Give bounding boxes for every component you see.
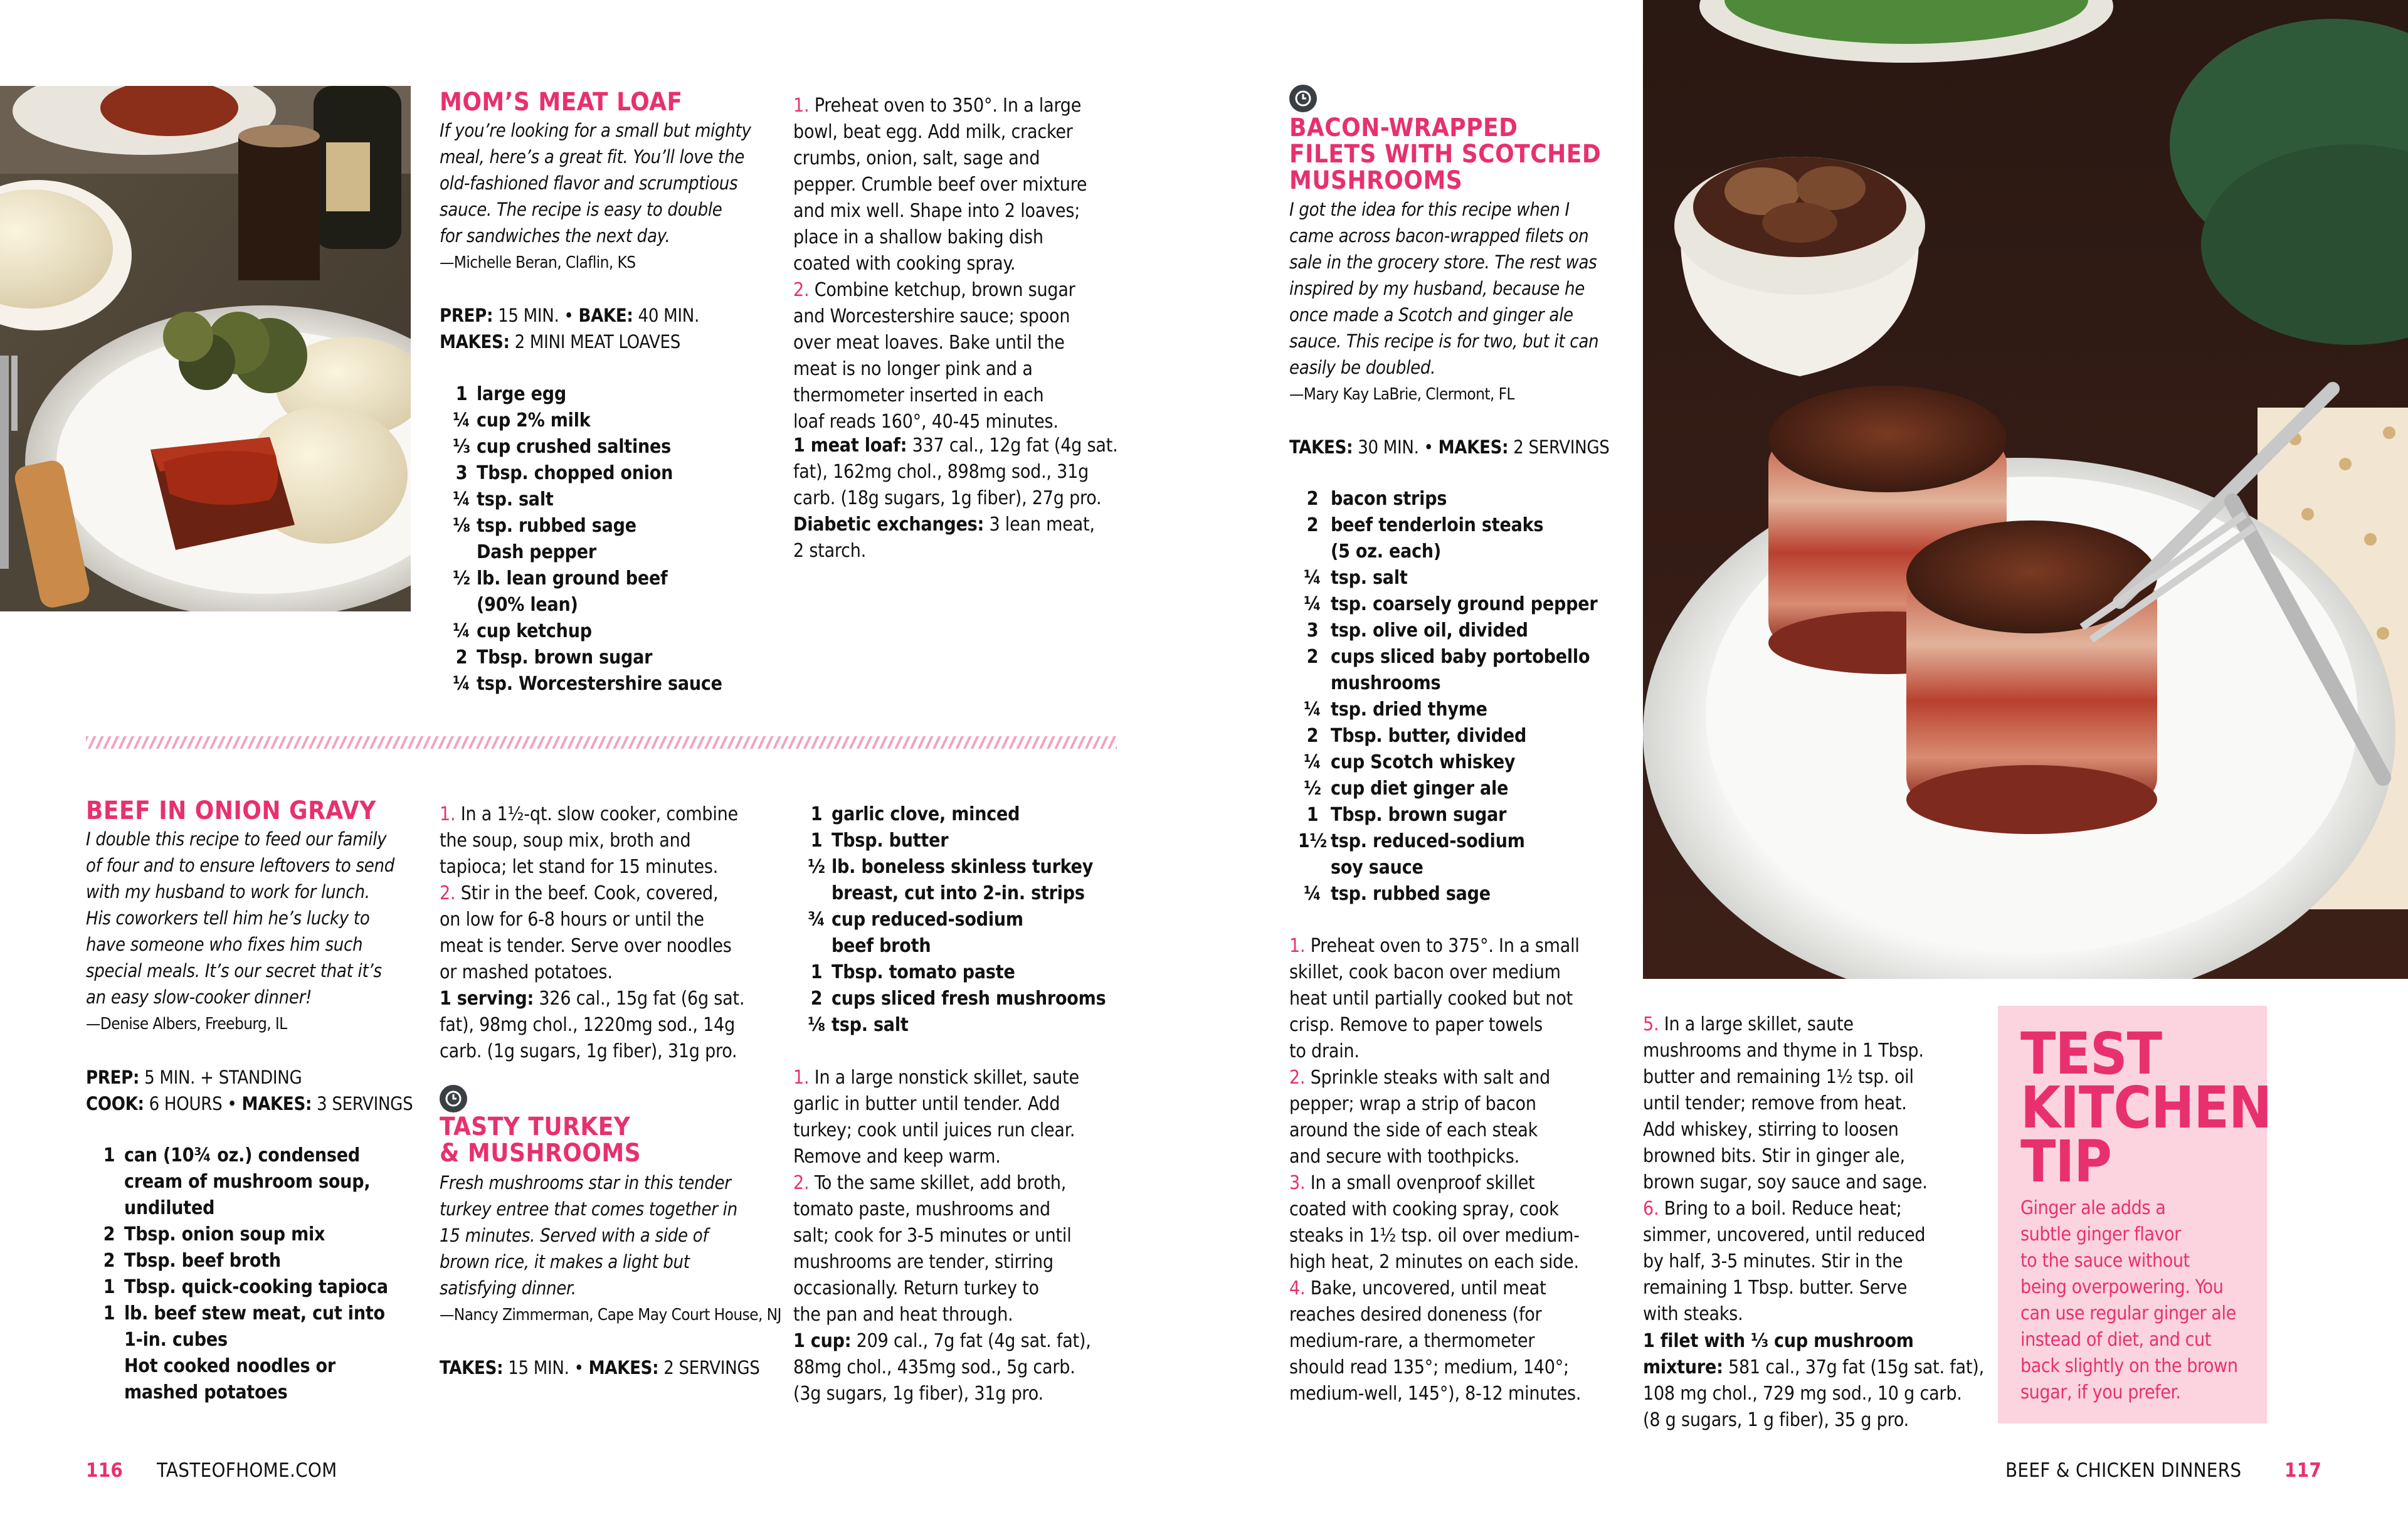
step-line: Add whiskey, stirring to loosen xyxy=(1643,1119,1899,1141)
ingredient-qty: 1 xyxy=(103,1302,115,1324)
ingredient-row xyxy=(801,828,1127,854)
ingredient-text: cup crushed saltines xyxy=(477,436,672,458)
ingredient-text: beef tenderloin steaks xyxy=(1331,514,1544,536)
step-number: 2. xyxy=(1289,1067,1306,1089)
ingredient-row xyxy=(446,381,773,408)
ingredient-row xyxy=(801,1012,1127,1038)
filets-byline: —Mary Kay LaBrie, Clermont, FL xyxy=(1289,385,1514,404)
ingredient-qty: 1 xyxy=(103,1144,115,1166)
step-line: the soup, soup mix, broth and xyxy=(440,830,691,852)
section-divider xyxy=(86,736,1117,749)
step-line: 5. In a large skillet, saute xyxy=(1643,1013,1854,1035)
ingredient-text: Hot cooked noodles or xyxy=(124,1355,335,1377)
left-page-number: 116 xyxy=(86,1459,124,1482)
turkey-intro: Fresh mushrooms star in this tender turkey entree that comes together in 15 minutes. Served with a side of brown rice, it makes a light but satisfying dinner. xyxy=(440,1172,737,1299)
ingredient-qty: 1 xyxy=(103,1276,115,1298)
step-line: around the side of each steak xyxy=(1289,1119,1538,1141)
ingredient-text: Dash pepper xyxy=(477,541,596,563)
turkey-takes-makes: TAKES: 15 MIN. • MAKES: 2 SERVINGS xyxy=(440,1357,760,1378)
ingredient-text: Tbsp. butter xyxy=(832,830,949,852)
step-number: 4. xyxy=(1289,1277,1306,1299)
step-number: 2. xyxy=(440,882,456,904)
ingredient-text: undiluted xyxy=(124,1197,215,1219)
ingredient-row xyxy=(1294,881,1620,907)
ingredient-text: cup Scotch whiskey xyxy=(1331,751,1516,773)
ingredient-row xyxy=(94,1248,420,1274)
ingredient-text: Tbsp. brown sugar xyxy=(477,647,653,668)
meatloaf-byline: —Michelle Beran, Claflin, KS xyxy=(440,253,636,272)
step-line: garlic in butter until tender. Add xyxy=(793,1093,1060,1115)
ingredient-row xyxy=(1294,723,1620,749)
ingredient-qty: ¼ xyxy=(1304,883,1321,905)
ingredient-qty xyxy=(94,1327,124,1353)
step-line: over meat loaves. Bake until the xyxy=(793,332,1065,354)
ingredient-text: Tbsp. quick-cooking tapioca xyxy=(124,1276,388,1298)
ingredient-row xyxy=(801,959,1127,986)
ingredient-row xyxy=(1294,512,1620,539)
step-line: brown sugar, soy sauce and sage. xyxy=(1643,1171,1928,1193)
test-kitchen-tip-box xyxy=(1998,1006,2272,1423)
step-line: crisp. Remove to paper towels xyxy=(1289,1014,1543,1036)
ingredient-text: (5 oz. each) xyxy=(1331,541,1442,563)
ingredient-row xyxy=(94,1353,420,1380)
onion-byline: —Denise Albers, Freeburg, IL xyxy=(86,1015,287,1033)
ingredient-qty xyxy=(801,933,832,959)
step-line: bowl, beat egg. Add milk, cracker xyxy=(793,121,1073,143)
ingredient-text: tsp. Worcestershire sauce xyxy=(477,673,722,695)
step-line: steaks in 1½ tsp. oil over medium- xyxy=(1289,1225,1580,1247)
turkey-byline: —Nancy Zimmerman, Cape May Court House, NJ xyxy=(440,1306,781,1324)
step-line: butter and remaining 1½ tsp. oil xyxy=(1643,1066,1914,1088)
ingredient-row xyxy=(1294,618,1620,644)
step-line: place in a shallow baking dish xyxy=(793,226,1043,248)
ingredient-text: tsp. reduced-sodium xyxy=(1331,830,1525,852)
turkey-directions xyxy=(793,1065,1126,1328)
step-line: Remove and keep warm. xyxy=(793,1146,1001,1168)
ingredient-row xyxy=(1294,776,1620,802)
ingredient-row xyxy=(1294,591,1620,618)
meatloaf-nutrition: 1 meat loaf: 337 cal., 12g fat (4g sat. fat), 162mg chol., 898mg sod., 31g carb. (18g sugars, 1g fiber), 27g pro. Diabetic exchanges: 3 lean meat, 2 starch. xyxy=(793,435,1118,562)
ingredient-row xyxy=(94,1222,420,1248)
filets-takes-makes: TAKES: 30 MIN. • MAKES: 2 SERVINGS xyxy=(1289,436,1610,458)
ingredient-qty: 2 xyxy=(810,988,823,1010)
turkey-ingredients xyxy=(801,801,1127,1038)
onion-cook-makes: COOK: 6 HOURS • MAKES: 3 SERVINGS xyxy=(86,1093,413,1114)
step-line: to drain. xyxy=(1289,1040,1360,1062)
filets-ingredients xyxy=(1294,486,1620,907)
ingredient-text: beef broth xyxy=(832,935,931,957)
step-line: mushrooms and thyme in 1 Tbsp. xyxy=(1643,1040,1924,1062)
ingredient-text: tsp. salt xyxy=(1331,567,1408,589)
step-line: pepper. Crumble beef over mixture xyxy=(793,174,1087,196)
ingredient-qty xyxy=(94,1353,124,1380)
ingredient-text: Tbsp. brown sugar xyxy=(1331,804,1507,826)
ingredient-text: tsp. rubbed sage xyxy=(1331,883,1491,905)
ingredient-qty: 3 xyxy=(455,462,468,484)
ingredient-qty: 1 xyxy=(810,803,823,825)
ingredient-row xyxy=(801,986,1127,1012)
onion-prep: PREP: 5 MIN. + STANDING xyxy=(86,1067,302,1088)
step-number: 2. xyxy=(793,279,810,301)
step-line: should read 135°; medium, 140°; xyxy=(1289,1356,1569,1378)
ingredient-qty: 3 xyxy=(1306,620,1319,642)
ingredient-row xyxy=(1294,855,1620,881)
ingredient-qty: ¼ xyxy=(453,489,470,510)
step-line: by half, 3-5 minutes. Stir in the xyxy=(1643,1250,1903,1272)
ingredient-qty: ¼ xyxy=(1304,567,1321,589)
ingredient-text: cup diet ginger ale xyxy=(1331,778,1509,800)
step-line: meat is no longer pink and a xyxy=(793,358,1033,380)
ingredient-qty xyxy=(446,592,477,618)
ingredient-row xyxy=(446,592,773,618)
onion-ingredients xyxy=(94,1143,420,1406)
step-line: loaf reads 160°, 40-45 minutes. xyxy=(793,411,1059,433)
step-line: reaches desired doneness (for xyxy=(1289,1304,1542,1326)
step-number: 1. xyxy=(793,1067,810,1089)
step-line: tapioca; let stand for 15 minutes. xyxy=(440,856,719,878)
clock-icon xyxy=(440,1085,467,1112)
ingredient-row xyxy=(94,1274,420,1301)
onion-title: BEEF IN ONION GRAVY xyxy=(86,796,376,825)
step-number: 1. xyxy=(440,803,456,825)
ingredient-qty: 2 xyxy=(1306,646,1319,668)
tip-text: Ginger ale adds a subtle ginger flavor to the sauce without being overpowering. You can use regular ginger ale instead of diet, and cut back slightly on the brown sugar, if you prefer. xyxy=(2020,1197,2238,1403)
ingredient-qty: ¼ xyxy=(453,673,470,695)
ingredient-qty: 2 xyxy=(103,1223,115,1245)
ingredient-text: tsp. salt xyxy=(477,489,554,510)
step-line: high heat, 2 minutes on each side. xyxy=(1289,1251,1579,1273)
ingredient-text: (90% lean) xyxy=(477,594,578,616)
step-line: 2. Sprinkle steaks with salt and xyxy=(1289,1067,1551,1089)
ingredient-qty: 1 xyxy=(455,383,468,405)
ingredient-text: tsp. dried thyme xyxy=(1331,699,1487,721)
ingredient-qty: 2 xyxy=(1306,488,1319,510)
ingredient-qty xyxy=(1294,539,1331,565)
onion-intro: I double this recipe to feed our family of four and to ensure leftovers to send with my husband to work for lunch. His coworkers tell him he’s lucky to have someone who fixes him such special meals. It’s our secret that it’s an easy slow-cooker dinner! xyxy=(86,828,395,1008)
step-line: on low for 6-8 hours or until the xyxy=(440,909,704,931)
step-line: turkey; cook until juices run clear. xyxy=(793,1119,1075,1141)
step-line: simmer, uncovered, until reduced xyxy=(1643,1224,1926,1246)
ingredient-row xyxy=(1294,828,1620,855)
ingredient-row xyxy=(446,671,773,697)
ingredient-text: cup ketchup xyxy=(477,620,592,642)
ingredient-row xyxy=(1294,539,1620,565)
ingredient-text: can (10¾ oz.) condensed xyxy=(124,1144,360,1166)
ingredient-text: tsp. rubbed sage xyxy=(477,515,636,537)
ingredient-text: mushrooms xyxy=(1331,672,1441,694)
ingredient-qty xyxy=(801,880,832,907)
step-number: 1. xyxy=(793,95,810,117)
ingredient-qty xyxy=(94,1380,124,1406)
ingredient-text: cup reduced-sodium xyxy=(832,909,1023,931)
ingredient-row xyxy=(446,513,773,539)
ingredient-row xyxy=(801,880,1127,907)
step-line: 4. Bake, uncovered, until meat xyxy=(1289,1277,1546,1299)
step-line: pepper; wrap a strip of bacon xyxy=(1289,1093,1536,1115)
ingredient-qty: ¼ xyxy=(453,409,470,431)
step-line: or mashed potatoes. xyxy=(440,961,613,983)
filets-directions xyxy=(1289,933,1622,1407)
filets-directions-cont xyxy=(1643,1011,1994,1328)
ingredient-row xyxy=(801,801,1127,828)
meatloaf-photo xyxy=(0,86,411,611)
ingredient-text: tsp. coarsely ground pepper xyxy=(1331,593,1598,615)
meatloaf-directions xyxy=(793,93,1119,435)
meatloaf-makes: MAKES: 2 MINI MEAT LOAVES xyxy=(440,331,680,352)
step-line: medium-well, 145°), 8-12 minutes. xyxy=(1289,1383,1582,1405)
ingredient-qty xyxy=(446,539,477,566)
ingredient-qty: 1 xyxy=(810,961,823,983)
ingredient-text: garlic clove, minced xyxy=(832,803,1020,825)
ingredient-text: tsp. salt xyxy=(832,1014,909,1036)
ingredient-row xyxy=(446,566,773,592)
ingredient-row xyxy=(1294,670,1620,697)
turkey-title: TASTY TURKEY & MUSHROOMS xyxy=(440,1112,642,1168)
step-line: tomato paste, mushrooms and xyxy=(793,1198,1050,1220)
meatloaf-intro: If you’re looking for a small but mighty meal, here’s a great fit. You’ll love the old-fashioned flavor and scrumptious sauce. The recipe is easy to double for sandwiches the next day. xyxy=(440,120,751,246)
step-line: until tender; remove from heat. xyxy=(1643,1092,1907,1114)
ingredient-qty: 2 xyxy=(455,647,468,668)
ingredient-qty: ½ xyxy=(1304,778,1321,800)
filets-intro: I got the idea for this recipe when I came across bacon-wrapped filets on sale in the grocery store. The rest was inspired by my husband, because he once made a Scotch and ginger ale sauce. This recipe is for two, but it can easily be doubled. xyxy=(1289,199,1599,378)
ingredient-qty: 1½ xyxy=(1297,830,1328,852)
ingredient-qty: 2 xyxy=(103,1250,115,1272)
step-line: coated with cooking spray. xyxy=(793,253,1016,275)
ingredient-text: Tbsp. chopped onion xyxy=(477,462,673,484)
ingredient-row xyxy=(1294,802,1620,828)
step-line: 6. Bring to a boil. Reduce heat; xyxy=(1643,1198,1902,1220)
step-line: and mix well. Shape into 2 loaves; xyxy=(793,200,1080,222)
left-footer-site: TASTEOFHOME.COM xyxy=(157,1459,337,1482)
ingredient-text: Tbsp. beef broth xyxy=(124,1250,281,1272)
step-line: meat is tender. Serve over noodles xyxy=(440,935,732,957)
clock-icon xyxy=(1289,85,1317,112)
ingredient-text: cups sliced fresh mushrooms xyxy=(832,988,1106,1010)
ingredient-qty xyxy=(94,1195,124,1222)
right-footer-section: BEEF & CHICKEN DINNERS xyxy=(2005,1459,2242,1482)
ingredient-qty: ¼ xyxy=(453,620,470,642)
ingredient-text: cream of mushroom soup, xyxy=(124,1171,371,1193)
ingredient-row xyxy=(94,1380,420,1406)
ingredient-row xyxy=(446,645,773,671)
step-line: 2. To the same skillet, add broth, xyxy=(793,1172,1067,1194)
step-line: heat until partially cooked but not xyxy=(1289,988,1573,1010)
ingredient-qty xyxy=(1294,670,1331,697)
step-line: and secure with toothpicks. xyxy=(1289,1146,1520,1168)
step-line: the pan and heat through. xyxy=(793,1304,1013,1326)
ingredient-text: tsp. olive oil, divided xyxy=(1331,620,1528,642)
ingredient-text: lb. boneless skinless turkey xyxy=(832,856,1094,878)
step-line: skillet, cook bacon over medium xyxy=(1289,961,1561,983)
tip-title: TEST KITCHEN TIP xyxy=(2020,1020,2272,1195)
step-line: 1. Preheat oven to 350°. In a large xyxy=(793,95,1082,117)
ingredient-row xyxy=(801,933,1127,959)
ingredient-qty: ⅛ xyxy=(453,515,470,537)
step-line: thermometer inserted in each xyxy=(793,384,1044,406)
ingredient-text: large egg xyxy=(477,383,566,405)
ingredient-text: lb. lean ground beef xyxy=(477,568,668,589)
ingredient-row xyxy=(94,1195,420,1222)
filets-nutrition: 1 filet with ⅓ cup mushroom mixture: 581 cal., 37g fat (15g sat. fat), 108 mg chol., 729 mg sod., 10 g carb. (8 g sugars, 1 g fiber), 35 g pro. xyxy=(1643,1330,1984,1431)
ingredient-row xyxy=(1294,565,1620,591)
meatloaf-ingredients xyxy=(446,381,773,697)
ingredient-row xyxy=(1294,749,1620,776)
ingredient-qty: 2 xyxy=(1306,514,1319,536)
ingredient-text: breast, cut into 2-in. strips xyxy=(832,882,1085,904)
ingredient-qty: 1 xyxy=(810,830,823,852)
ingredient-row xyxy=(1294,644,1620,670)
ingredient-qty: 1 xyxy=(1306,804,1319,826)
step-number: 2. xyxy=(793,1172,810,1194)
step-line: coated with cooking spray, cook xyxy=(1289,1198,1559,1220)
ingredient-row xyxy=(446,434,773,460)
step-line: occasionally. Return turkey to xyxy=(793,1277,1039,1299)
step-line: crumbs, onion, salt, sage and xyxy=(793,147,1040,169)
ingredient-row xyxy=(446,618,773,645)
ingredient-qty: ½ xyxy=(453,568,470,589)
ingredient-row xyxy=(94,1169,420,1195)
ingredient-text: Tbsp. onion soup mix xyxy=(124,1223,325,1245)
ingredient-qty: ¼ xyxy=(1304,699,1321,721)
ingredient-text: Tbsp. tomato paste xyxy=(832,961,1015,983)
ingredient-text: bacon strips xyxy=(1331,488,1447,510)
ingredient-row xyxy=(1294,697,1620,723)
right-page-number: 117 xyxy=(2284,1459,2322,1482)
step-number: 3. xyxy=(1289,1172,1306,1194)
step-line: 2. Stir in the beef. Cook, covered, xyxy=(440,882,719,904)
step-line: 1. In a 1½-qt. slow cooker, combine xyxy=(440,803,738,825)
ingredient-text: 1-in. cubes xyxy=(124,1329,228,1351)
ingredient-row xyxy=(446,487,773,513)
ingredient-row xyxy=(94,1143,420,1169)
ingredient-text: soy sauce xyxy=(1331,857,1423,879)
step-line: browned bits. Stir in ginger ale, xyxy=(1643,1145,1905,1167)
ingredient-row xyxy=(446,539,773,566)
ingredient-text: mashed potatoes xyxy=(124,1381,288,1403)
meatloaf-prep-bake: PREP: 15 MIN. • BAKE: 40 MIN. xyxy=(440,305,699,326)
step-line: and Worcestershire sauce; spoon xyxy=(793,305,1070,327)
step-number: 5. xyxy=(1643,1013,1659,1035)
meatloaf-title: MOM’S MEAT LOAF xyxy=(440,88,683,117)
step-line: medium-rare, a thermometer xyxy=(1289,1330,1535,1352)
ingredient-row xyxy=(94,1327,420,1353)
step-number: 6. xyxy=(1643,1198,1659,1220)
ingredient-qty: 2 xyxy=(1306,725,1319,747)
ingredient-qty: ⅓ xyxy=(453,436,470,458)
ingredient-qty: ⅛ xyxy=(808,1014,825,1036)
ingredient-row xyxy=(446,408,773,434)
step-line: 3. In a small ovenproof skillet xyxy=(1289,1172,1535,1194)
ingredient-row xyxy=(801,907,1127,933)
step-number: 1. xyxy=(1289,935,1306,957)
step-line: remaining 1 Tbsp. butter. Serve xyxy=(1643,1277,1908,1299)
filets-title: BACON-WRAPPED FILETS WITH SCOTCHED MUSHROOMS xyxy=(1289,114,1602,195)
turkey-nutrition: 1 cup: 209 cal., 7g fat (4g sat. fat), 88mg chol., 435mg sod., 5g carb. (3g sugars, 1g fiber), 31g pro. xyxy=(793,1330,1091,1405)
onion-directions xyxy=(440,801,772,986)
ingredient-qty: ½ xyxy=(808,856,825,878)
ingredient-row xyxy=(801,854,1127,880)
onion-nutrition: 1 serving: 326 cal., 15g fat (6g sat. fat), 98mg chol., 1220mg sod., 14g carb. (1g sugars, 1g fiber), 31g pro. xyxy=(440,988,745,1062)
ingredient-row xyxy=(446,460,773,487)
step-line: salt; cook for 3-5 minutes or until xyxy=(793,1225,1072,1247)
ingredient-text: lb. beef stew meat, cut into xyxy=(124,1302,385,1324)
ingredient-text: cups sliced baby portobello xyxy=(1331,646,1590,668)
ingredient-text: cup 2% milk xyxy=(477,409,591,431)
ingredient-qty: ¼ xyxy=(1304,593,1321,615)
bacon-filets-photo xyxy=(1643,0,2408,979)
ingredient-row xyxy=(1294,486,1620,512)
ingredient-qty xyxy=(94,1169,124,1195)
ingredient-qty: ¼ xyxy=(1304,751,1321,773)
step-line: with steaks. xyxy=(1643,1303,1743,1325)
step-line: 1. Preheat oven to 375°. In a small xyxy=(1289,935,1580,957)
step-line: 2. Combine ketchup, brown sugar xyxy=(793,279,1075,301)
step-line: mushrooms are tender, stirring xyxy=(793,1251,1054,1273)
step-line: 1. In a large nonstick skillet, saute xyxy=(793,1067,1079,1089)
ingredient-text: Tbsp. butter, divided xyxy=(1331,725,1527,747)
ingredient-row xyxy=(94,1301,420,1327)
ingredient-qty: ¾ xyxy=(808,909,825,931)
ingredient-qty xyxy=(1294,855,1331,881)
